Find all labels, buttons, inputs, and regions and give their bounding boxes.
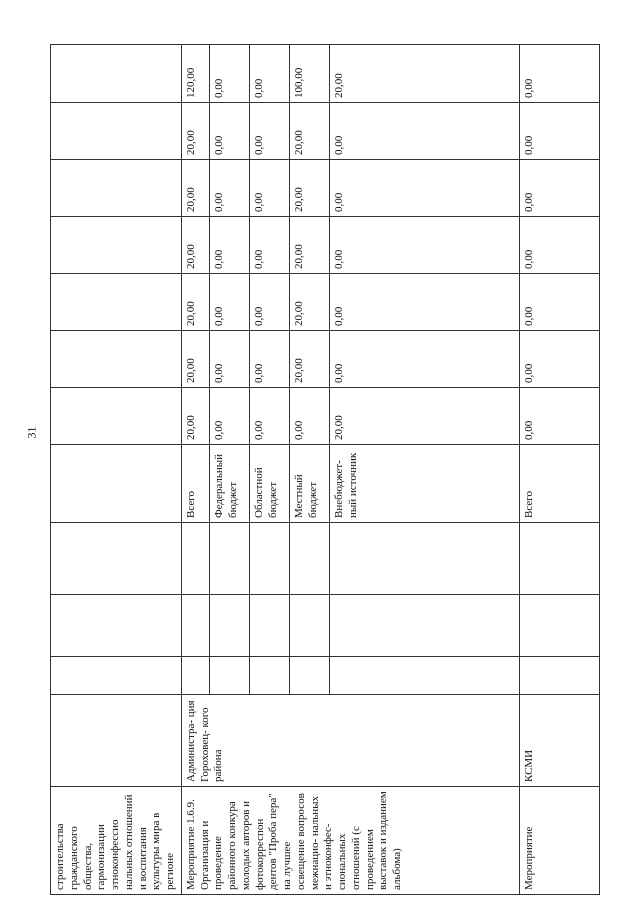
value-cell: 0,00 [209,274,249,331]
value-cell: 20,00 [181,103,209,160]
value-cell: 20,00 [181,331,209,388]
value-cell: 20,00 [289,160,329,217]
value-cell: 0,00 [329,217,519,274]
value-cell: 0,00 [519,388,599,445]
value-cell: 120,00 [181,45,209,103]
source-label: Всего [181,445,209,523]
value-cell: 0,00 [519,274,599,331]
value-cell: 0,00 [289,388,329,445]
table-row [181,45,209,895]
value-cell: 100,00 [289,45,329,103]
value-cell: 0,00 [209,388,249,445]
source-label: Федеральный бюджет [209,445,249,523]
value-cell: 0,00 [249,103,289,160]
value-cell: 20,00 [181,160,209,217]
value-cell: 0,00 [329,331,519,388]
page-number: 31 [24,426,39,439]
next-event-name: Мероприятие [519,787,599,895]
value-cell: 0,00 [249,274,289,331]
value-cell: 0,00 [209,103,249,160]
value-cell: 0,00 [209,331,249,388]
value-cell: 20,00 [289,103,329,160]
source-label: Областной бюджет [249,445,289,523]
value-cell: 0,00 [329,160,519,217]
next-event-executor: КСМИ [519,695,599,787]
value-cell: 20,00 [289,217,329,274]
source-label: Местный бюджет [289,445,329,523]
table-row-next [519,45,599,895]
budget-table [50,44,600,895]
value-cell: 20,00 [181,388,209,445]
value-cell: 0,00 [209,160,249,217]
table-row-cont [51,45,182,895]
cont-label: строительства гражданского общества, гармонизации этноконфессио нальных отношений и воспитания культуры мира в регионе [51,787,182,895]
source-label: Всего [519,445,599,523]
event-169-executor: Администра- ция Гороховец- кого района [181,695,519,787]
value-cell: 0,00 [209,45,249,103]
value-cell: 0,00 [249,160,289,217]
value-cell: 0,00 [209,217,249,274]
value-cell: 0,00 [249,45,289,103]
value-cell: 0,00 [519,45,599,103]
value-cell: 20,00 [329,388,519,445]
value-cell: 0,00 [329,103,519,160]
value-cell: 0,00 [519,331,599,388]
value-cell: 20,00 [329,45,519,103]
source-label: Внебюджет- ный источник [329,445,519,523]
budget-table-rotated [50,45,590,895]
event-169-name: Мероприятие 1.6.9. Организация и проведение районного конкура молодых авторов и фотокорреспон дентов "Проба пера" на лучшее освещение вопросов межнацио- нальных и этноконфес- сиональных отношений (с проведением выставок и изданием альбома) [181,787,519,895]
value-cell: 20,00 [181,274,209,331]
value-cell: 0,00 [519,217,599,274]
value-cell: 0,00 [249,331,289,388]
value-cell: 0,00 [249,388,289,445]
value-cell: 20,00 [289,331,329,388]
value-cell: 0,00 [519,103,599,160]
value-cell: 20,00 [289,274,329,331]
value-cell: 20,00 [181,217,209,274]
value-cell: 0,00 [249,217,289,274]
value-cell: 0,00 [329,274,519,331]
value-cell: 0,00 [519,160,599,217]
